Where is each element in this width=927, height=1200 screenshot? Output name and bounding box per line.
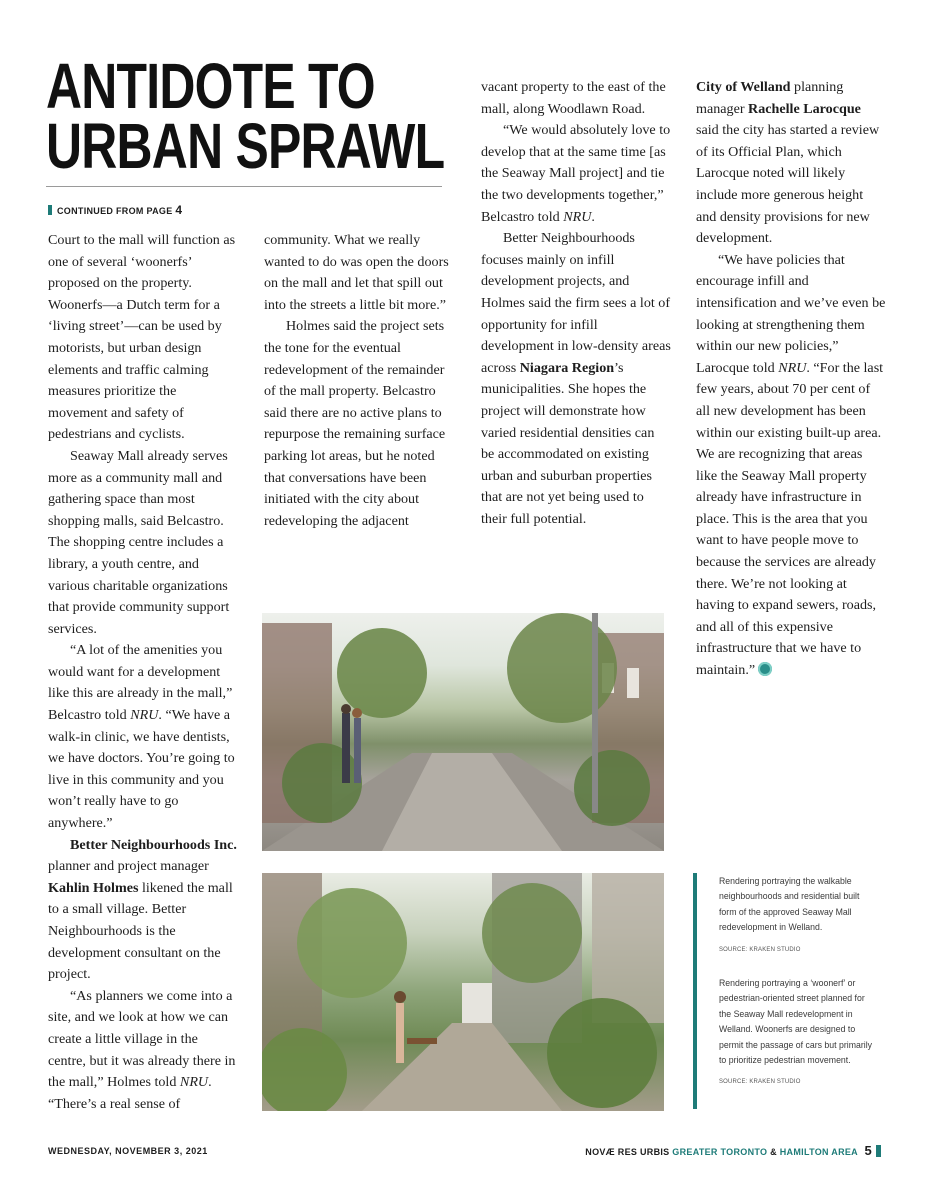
- continued-text: CONTINUED FROM PAGE: [57, 206, 173, 216]
- paragraph: Seaway Mall already serves more as a community mall and gathering space than most shopping malls, said Belcastro. The shopping centre includes a library, a youth centre, and various charitable organizations that provide community support services.: [48, 447, 230, 637]
- caption-source: SOURCE: KRAKEN STUDIO: [719, 1078, 801, 1086]
- paragraph: “We have policies that encourage infill and intensification and we’ve even be looking at strengthening them within our new policies,” Larocque told NRU. “For the last few years, about 70 per cent of all new development has been within our existing built-up area. We are recognizing that areas like the Seaway Mall property already have infrastructure in place. This is the area that you want to have people move to because the services are already there. We’re not looking at having to expand sewers, roads, and all of this expensive infrastructure that we have to maintain.”: [696, 251, 886, 679]
- title-rule: [46, 186, 442, 187]
- rendering-walkable-neighbourhood-image: [262, 613, 664, 851]
- caption-1: [719, 874, 875, 957]
- paragraph: Court to the mall will function as one of several ‘woonerfs’ proposed on the property. Woonerfs—a Dutch term for a ‘living street’—can be used by motorists, but urban design elements and traffic calming measures prioritize the movement and safety of pedestrians and cyclists.: [48, 232, 236, 443]
- region-label-1: GREATER TORONTO: [672, 1147, 768, 1157]
- paragraph: Better Neighbourhoods Inc. planner and project manager Kahlin Holmes likened the mall to a small village. Better Neighbourhoods is the development consultant on the project.: [48, 836, 237, 983]
- paragraph: Holmes said the project sets the tone for the eventual redevelopment of the remainder of the mall property. Belcastro said there are no active plans to repurpose the remaining surface parking lot areas, but he noted that conversations have been initiated with the city about redeveloping the adjacent: [264, 318, 446, 529]
- paragraph: City of Welland planning manager Rachelle Larocque said the city has started a review of its Official Plan, which Larocque noted will likely include more generous height and density provisions for new development.: [696, 79, 880, 247]
- continued-page-number: 4: [175, 203, 183, 217]
- paragraph: “A lot of the amenities you would want for a development like this are already in the mall,” Belcastro told NRU. “We have a walk-in clinic, we have dentists, we have doctors. You’re going to live in this community and you won’t really have to go anywhere.”: [48, 642, 235, 832]
- region-label-2: HAMILTON AREA: [779, 1147, 858, 1157]
- footer-date: WEDNESDAY, NOVEMBER 3, 2021: [48, 1146, 208, 1156]
- title-line-2: URBAN SPRAWL: [46, 110, 445, 182]
- caption-source: SOURCE: KRAKEN STUDIO: [719, 945, 801, 953]
- paragraph: “We would absolutely love to develop that at the same time [as the Seaway Mall project] and tie the two developments together,” Belcastro told NRU.: [481, 122, 671, 225]
- caption-text: Rendering portraying a ‘woonerf’ or pedestrian-oriented street planned for the Seaway Mall redevelopment in Welland. Woonerfs are designed to permit the passage of cars but primarily to prioritize pedestrian movement.: [719, 978, 873, 1067]
- accent-bar: [876, 1145, 881, 1157]
- caption-text: Rendering portraying the walkable neighbourhoods and residential built form of the approved Seaway Mall redevelopment in Welland.: [719, 876, 860, 934]
- rendering-woonerf-street-image: [262, 873, 664, 1111]
- article-title: [46, 50, 445, 182]
- article-column-2: [264, 230, 454, 532]
- paragraph: community. What we really wanted to do was open the doors on the mall and let that spill out into the streets a little bit more.”: [264, 232, 449, 313]
- ampersand: &: [770, 1147, 777, 1157]
- continued-from-label: [48, 203, 182, 217]
- image-captions: [693, 873, 887, 1109]
- page-number: 5: [864, 1143, 872, 1158]
- flower-icon: [758, 662, 772, 676]
- publication-name: NOVÆ RES URBIS: [585, 1147, 670, 1157]
- title-line-1: ANTIDOTE TO: [46, 50, 375, 122]
- caption-2: [719, 976, 875, 1090]
- paragraph: Better Neighbourhoods focuses mainly on infill development projects, and Holmes said the firm sees a lot of opportunity for infill development in low-density areas across Niagara Region’s municipalities. She hopes the project will demonstrate how varied residential densities can be accommodated on existing urban and suburban properties that are not yet being used to their full potential.: [481, 230, 671, 527]
- article-column-1: [48, 230, 238, 1115]
- accent-bar: [48, 205, 52, 215]
- article-column-4: [696, 77, 886, 682]
- article-column-3: [481, 77, 671, 530]
- paragraph: “As planners we come into a site, and we look at how we can create a little village in the centre, but it was already there in the mall,” Holmes told NRU. “There’s a real sense of: [48, 987, 236, 1112]
- footer-publication: [585, 1143, 881, 1158]
- paragraph: vacant property to the east of the mall, along Woodlawn Road.: [481, 79, 666, 117]
